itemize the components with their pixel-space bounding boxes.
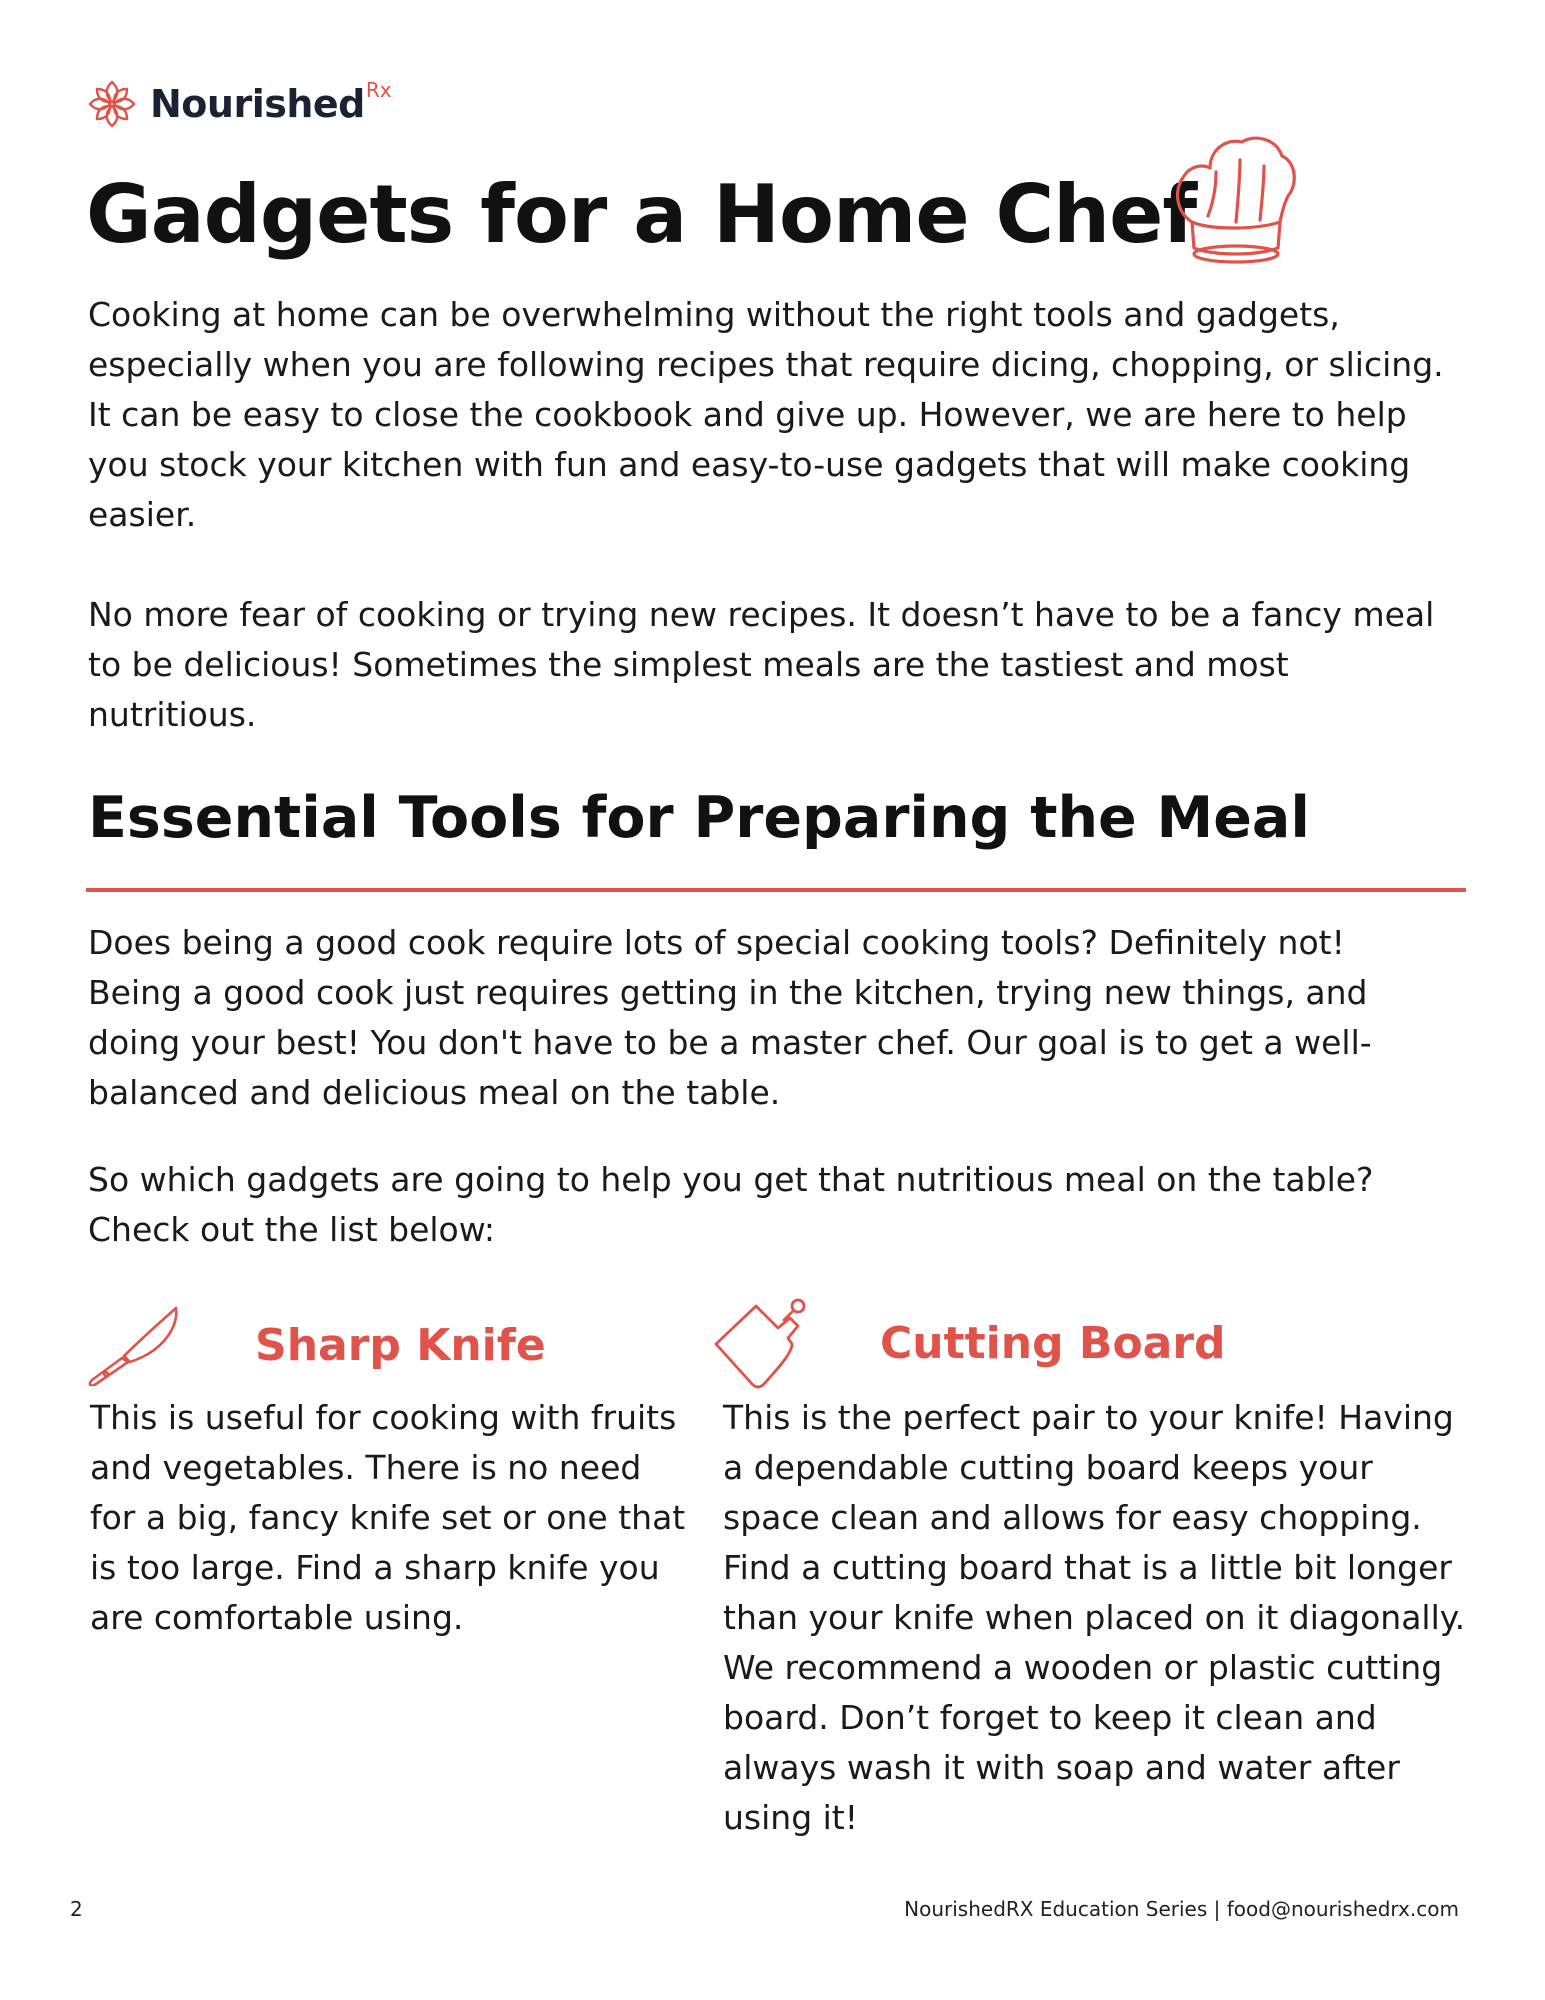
flower-logo-icon — [86, 78, 138, 130]
brand-logo — [86, 76, 392, 132]
footer-series: NourishedRX Education Series | food@nourishedrx.com — [904, 1897, 1459, 1921]
brand-name: Nourished — [150, 82, 365, 126]
section-heading: Essential Tools for Preparing the Meal — [88, 785, 1310, 851]
section-paragraph-2: So which gadgets are going to help you get that nutritious meal on the table? Check out the list below: — [88, 1160, 1374, 1249]
page-title: Gadgets for a Home Chef — [86, 168, 1197, 261]
intro-paragraph-1: Cooking at home can be overwhelming without the right tools and gadgets, especially when you are following recipes that require dicing, chopping, or slicing. It can be easy to close the cookbook and give up. However, we are here to help you stock your kitchen with fun and easy-to-use gadgets that will make cooking easier. — [88, 295, 1444, 534]
knife-icon — [84, 1304, 184, 1386]
tool-description-sharp-knife: This is useful for cooking with fruits and vegetables. There is no need for a big, fancy knife set or one that is too large. Find a sharp knife you are comfortable using. — [90, 1398, 686, 1637]
chef-hat-icon — [1170, 130, 1300, 270]
cutting-board-icon — [712, 1292, 810, 1392]
intro-paragraph-2: No more fear of cooking or trying new recipes. It doesn’t have to be a fancy meal to be delicious! Sometimes the simplest meals are the tastiest and most nutritious. — [88, 595, 1435, 734]
tool-title-cutting-board: Cutting Board — [880, 1318, 1226, 1369]
page-number: 2 — [70, 1897, 83, 1921]
brand-suffix: Rx — [365, 78, 392, 102]
section-divider — [86, 888, 1466, 892]
section-paragraph-1: Does being a good cook require lots of special cooking tools? Definitely not! Being a good cook just requires getting in the kitchen, trying new things, and doing your best! You don't have to be a master chef. Our goal is to get a well-balanced and delicious meal on the table. — [88, 923, 1372, 1112]
tool-title-sharp-knife: Sharp Knife — [255, 1320, 546, 1371]
tool-description-cutting-board: This is the perfect pair to your knife! Having a dependable cutting board keeps your space clean and allows for easy chopping. Find a cutting board that is a little bit longer than your knife when placed on it diagonally. We recommend a wooden or plastic cutting board. Don’t forget to keep it clean and always wash it with soap and water after using it! — [723, 1398, 1466, 1837]
